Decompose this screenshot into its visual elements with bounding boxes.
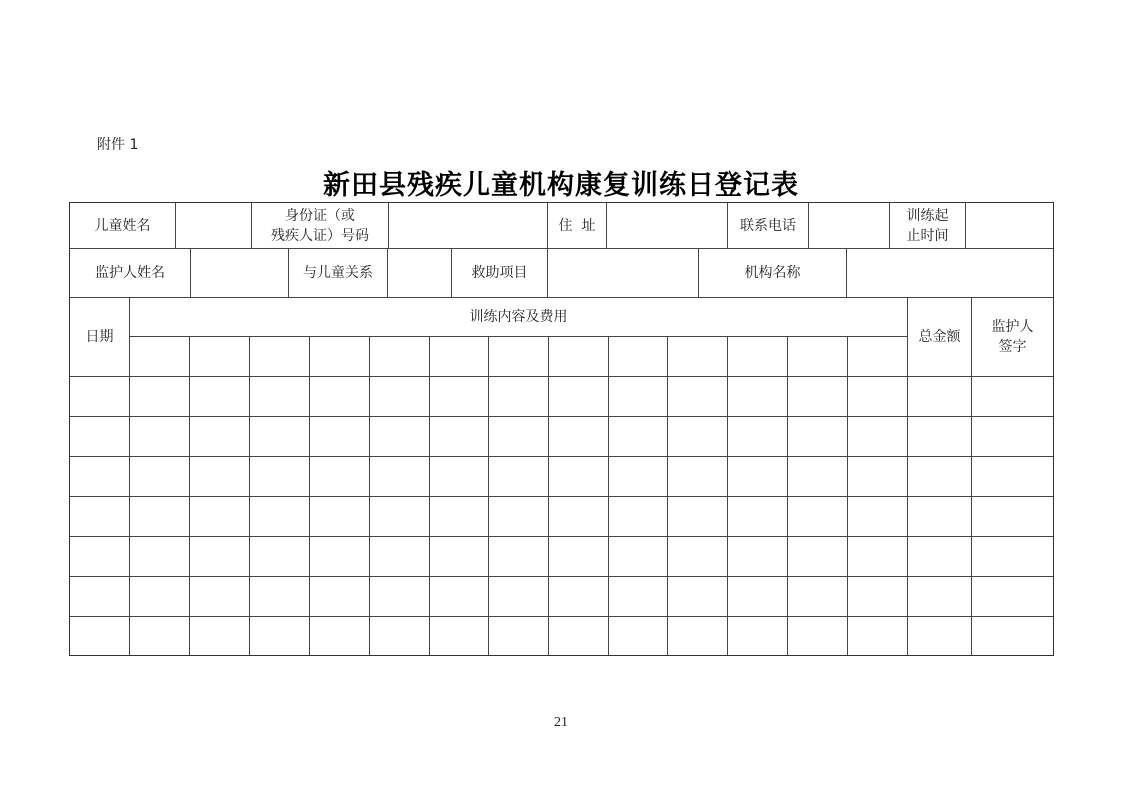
institution-name-label: 机构名称 [744, 265, 801, 281]
col-divider [787, 336, 788, 655]
col-divider [548, 336, 549, 655]
col-divider [129, 297, 130, 655]
relation-field[interactable] [388, 249, 451, 297]
guardian-name-field[interactable] [191, 249, 288, 297]
attachment-label: 附件 1 [97, 137, 139, 153]
child-name-label: 儿童姓名 [94, 217, 151, 234]
col-divider [847, 336, 848, 655]
col-divider [667, 336, 668, 655]
row-divider [70, 496, 1053, 497]
training-period-field[interactable] [966, 203, 1053, 248]
col-divider [249, 336, 250, 655]
row-divider [70, 376, 1053, 377]
page-number: 21 [554, 715, 568, 730]
id-number-label: 身份证（或 残疾人证）号码 [271, 207, 369, 244]
relation-label: 与儿童关系 [303, 265, 373, 281]
training-period-label: 训练起 止时间 [906, 207, 949, 244]
id-number-field[interactable] [389, 203, 547, 248]
guardian-signature-header: 监护人 签字 [991, 319, 1034, 355]
row-divider [129, 336, 907, 337]
institution-name-field[interactable] [847, 249, 1053, 297]
col-divider [727, 336, 728, 655]
phone-field[interactable] [809, 203, 889, 248]
aid-item-label: 救助项目 [471, 265, 528, 281]
col-divider [309, 336, 310, 655]
address-label: 住 址 [558, 217, 596, 234]
registration-table [69, 202, 1054, 656]
col-divider [488, 336, 489, 655]
training-content-header: 训练内容及费用 [469, 309, 568, 325]
col-divider [608, 336, 609, 655]
page-title: 新田县残疾儿童机构康复训练日登记表 [323, 170, 799, 201]
col-divider [189, 336, 190, 655]
col-divider [429, 336, 430, 655]
row-divider [70, 576, 1053, 577]
aid-item-field[interactable] [548, 249, 698, 297]
child-name-field[interactable] [176, 203, 251, 248]
phone-label: 联系电话 [740, 217, 796, 234]
total-amount-header: 总金额 [918, 329, 961, 345]
row-divider [70, 416, 1053, 417]
address-field[interactable] [607, 203, 727, 248]
row-divider [70, 456, 1053, 457]
row-divider [70, 536, 1053, 537]
date-header: 日期 [85, 329, 114, 345]
col-divider [369, 336, 370, 655]
row-divider [70, 616, 1053, 617]
guardian-name-label: 监护人姓名 [95, 265, 165, 281]
